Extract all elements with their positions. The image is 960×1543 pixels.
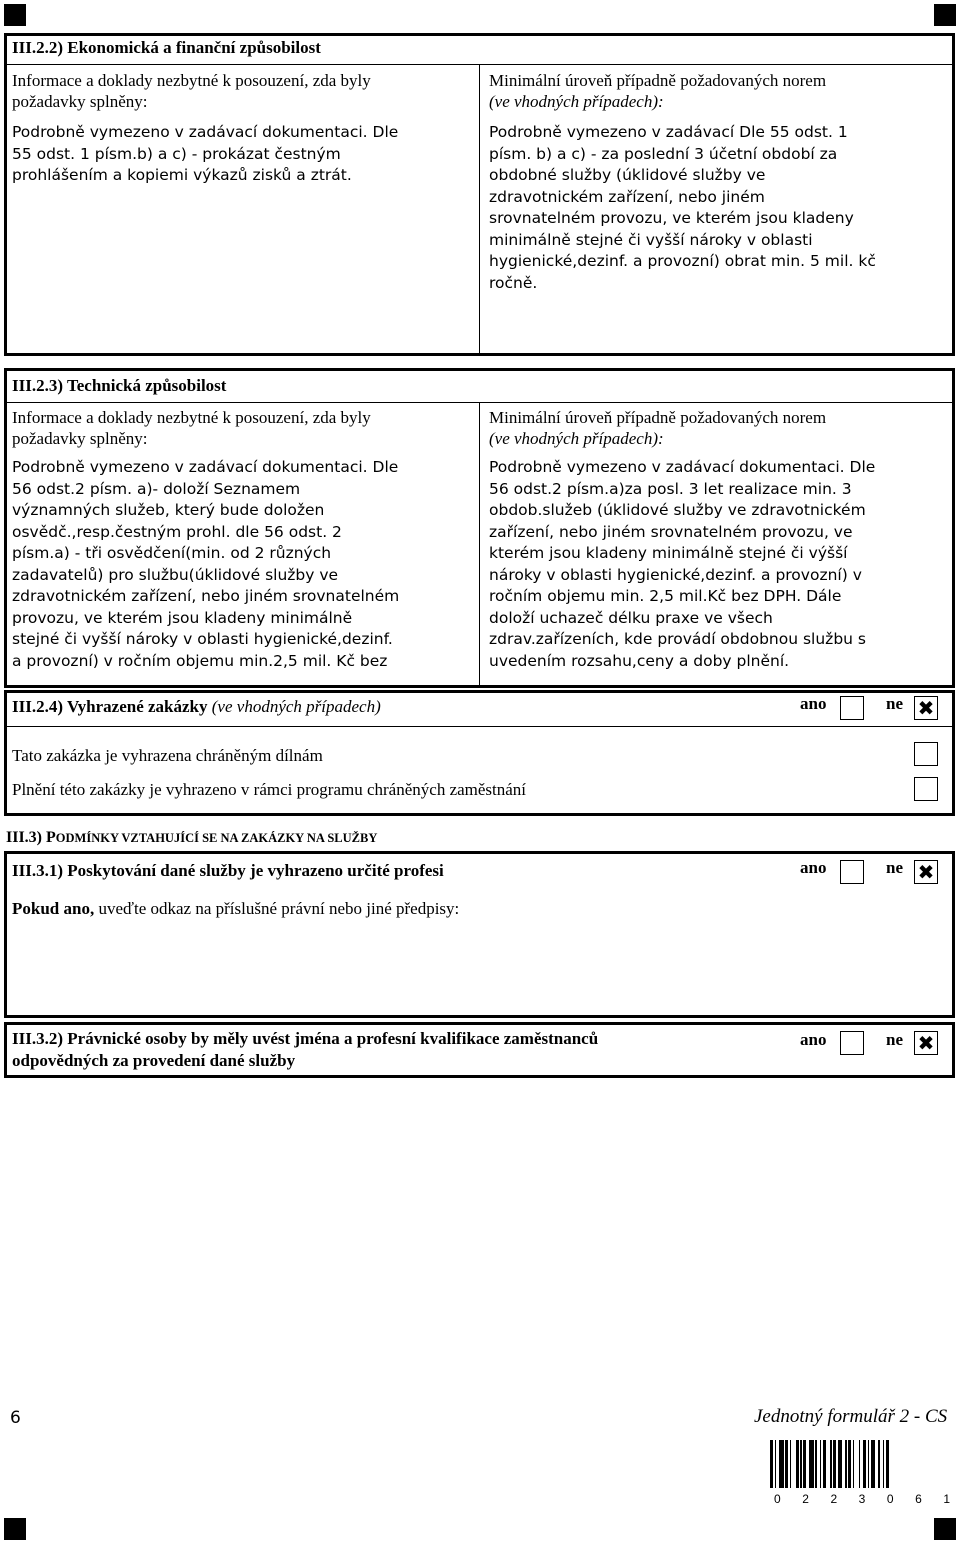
right-label: Minimální úroveň případně požadovaných norem bbox=[489, 71, 827, 90]
ne-checkbox[interactable] bbox=[914, 1031, 938, 1055]
sheltered-employment-checkbox[interactable] bbox=[914, 777, 938, 801]
form-name: Jednotný formulář 2 - CS bbox=[754, 1406, 948, 1427]
section-heading-reserved bbox=[12, 697, 381, 717]
legal-reference-prompt-bold: Pokud ano, bbox=[12, 899, 95, 918]
ne-checkbox[interactable] bbox=[914, 860, 938, 884]
ne-checkbox[interactable] bbox=[914, 696, 938, 720]
barcode-gap bbox=[889, 1440, 894, 1488]
left-label-line-2: požadavky splněny: bbox=[12, 92, 148, 111]
economic-minimum-text: Podrobně vymezeno v zadávací Dle 55 odst. 1 písm. b) a c) - za poslední 3 účetní období za obdobné služby (úklidové služby ve zdravotnickém zařízení, nebo jiném srovnatelném provozu, ve kterém jsou kladeny minimálně stejné či vyšší nároky v oblasti hygienické,dezinf. a provozní) obrat min. 5 mil. kč ročně. bbox=[489, 123, 876, 292]
ano-label: ano bbox=[800, 1030, 827, 1049]
left-label-line-1: Informace a doklady nezbytné k posouzení, zda byly bbox=[12, 71, 371, 90]
left-label-line-2: požadavky splněny: bbox=[12, 429, 148, 448]
barcode-digit: 2 bbox=[830, 1492, 838, 1506]
barcode-digit: 6 bbox=[915, 1492, 922, 1506]
technical-minimum-text: Podrobně vymezeno v zadávací dokumentaci. Dle 56 odst.2 písm.a)za posl. 3 let realizace min. 3 obdob.služeb (úklidové služby ve zdravotnickém zařízení, nebo jiném srovnatelném provozu, ve kterém jsou kladeny minimálně stejné či výšší nároky v oblasti hygienické,dezinf. a provozní) v ročním objemu min. 2,5 mil.Kč bez DPH. Dále doloží uchazeč délku praxe ve všech zdrav.zařízeních, kde provádí obdobnou službu s uvedením rozsahu,ceny a doby plnění. bbox=[489, 458, 876, 670]
checkmark-x-icon: ✖ bbox=[917, 696, 935, 720]
page-number: 6 bbox=[10, 1408, 21, 1428]
service-conditions-title: ODMÍNKY VZTAHUJÍCÍ SE NA ZAKÁZKY NA SLUŽBY bbox=[55, 831, 378, 845]
section-heading-service-conditions bbox=[6, 829, 377, 847]
ano-checkbox[interactable] bbox=[840, 860, 864, 884]
registration-mark-bottom-right bbox=[934, 1518, 956, 1540]
reserved-heading-italic: (ve vhodných případech) bbox=[211, 697, 381, 716]
ne-label: ne bbox=[886, 1030, 903, 1049]
right-label-italic: (ve vhodných případech): bbox=[489, 429, 664, 448]
left-label-line-1: Informace a doklady nezbytné k posouzení, zda byly bbox=[12, 408, 371, 427]
legal-reference-field[interactable] bbox=[12, 925, 947, 1010]
ano-checkbox[interactable] bbox=[840, 1031, 864, 1055]
barcode-digits bbox=[774, 1492, 950, 1506]
section-heading-technical: III.2.3) Technická způsobilost bbox=[12, 376, 227, 395]
economic-requirements-text: Podrobně vymezeno v zadávací dokumentaci. Dle 55 odst. 1 písm.b) a c) - prokázat čestným prohlášením a kopiemi výkazů zisků a ztrát. bbox=[12, 123, 399, 184]
section-heading-economic: III.2.2) Ekonomická a finanční způsobilost bbox=[12, 38, 321, 57]
barcode-digit: 0 bbox=[886, 1492, 894, 1506]
barcode-digit: 1 bbox=[943, 1492, 950, 1506]
ano-label: ano bbox=[800, 858, 827, 877]
registration-mark-top-right bbox=[934, 4, 956, 26]
barcode-digit: 2 bbox=[802, 1492, 809, 1506]
profession-heading: III.3.1) Poskytování dané služby je vyhrazeno určité profesi bbox=[12, 861, 444, 880]
sheltered-employment-label: Plnění této zakázky je vyhrazeno v rámci programu chráněných zaměstnání bbox=[12, 780, 527, 799]
checkmark-x-icon: ✖ bbox=[917, 1031, 935, 1055]
sheltered-workshops-label: Tato zakázka je vyhrazena chráněným dílnám bbox=[12, 746, 323, 765]
staff-qualifications-heading-line-2: odpovědných za provedení dané služby bbox=[12, 1051, 296, 1070]
barcode bbox=[770, 1440, 893, 1488]
reserved-heading-bold: III.2.4) Vyhrazené zakázky bbox=[12, 697, 208, 716]
ne-label: ne bbox=[886, 694, 903, 713]
right-label-italic: (ve vhodných případech): bbox=[489, 92, 664, 111]
legal-reference-prompt bbox=[12, 898, 459, 920]
ano-label: ano bbox=[800, 694, 827, 713]
staff-qualifications-heading-line-1: III.3.2) Právnické osoby by měly uvést jména a profesní kvalifikace zaměstnanců bbox=[12, 1029, 599, 1048]
column-divider bbox=[479, 402, 480, 686]
ne-label: ne bbox=[886, 858, 903, 877]
registration-mark-top-left bbox=[4, 4, 26, 26]
barcode-digit: 0 bbox=[774, 1492, 781, 1506]
registration-mark-bottom-left bbox=[4, 1518, 26, 1540]
checkmark-x-icon: ✖ bbox=[917, 860, 935, 884]
divider bbox=[6, 726, 953, 727]
ano-checkbox[interactable] bbox=[840, 696, 864, 720]
sheltered-workshops-checkbox[interactable] bbox=[914, 742, 938, 766]
barcode-digit: 3 bbox=[858, 1492, 866, 1506]
service-conditions-prefix: III.3) P bbox=[6, 829, 56, 846]
legal-reference-prompt-rest: uveďte odkaz na příslušné právní nebo jiné předpisy: bbox=[94, 899, 460, 918]
column-divider bbox=[479, 64, 480, 354]
right-label: Minimální úroveň případně požadovaných norem bbox=[489, 408, 827, 427]
technical-requirements-text: Podrobně vymezeno v zadávací dokumentaci. Dle 56 odst.2 písm. a)- doloží Seznamem významných služeb, který bude doložen osvědč.,resp.čestným prohl. dle 56 odst. 2 písm.a) - tři osvědčení(min. od 2 různých zadavatelů) pro službu(úklidové služby ve zdravotnickém zařízení, nebo jiném srovnatelném provozu, ve kterém jsou kladeny minimálně stejné či vyšší nároky v oblasti hygienické,dezinf. a provozní) v ročním objemu min.2,5 mil. Kč bez bbox=[12, 458, 400, 670]
